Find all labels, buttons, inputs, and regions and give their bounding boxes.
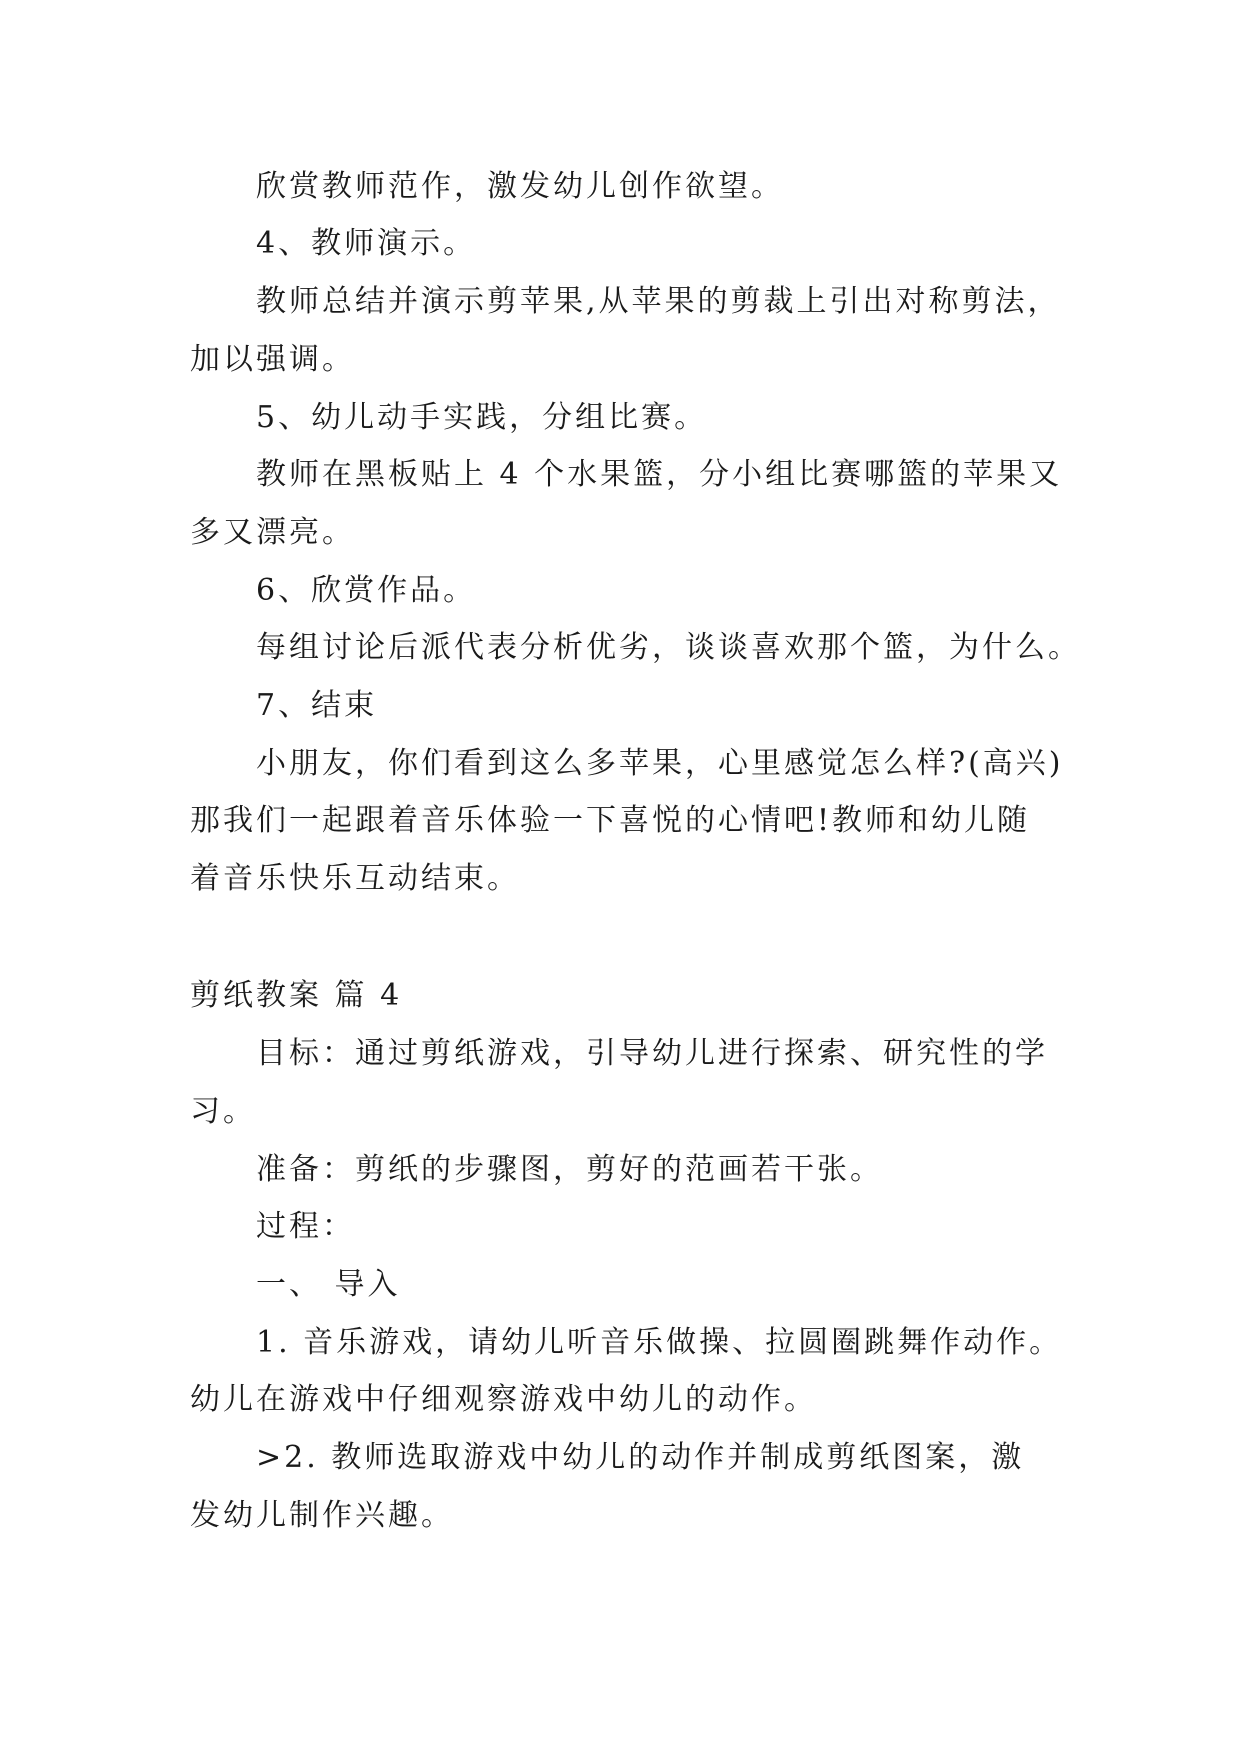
paragraph-line: 教师总结并演示剪苹果,从苹果的剪裁上引出对称剪法， xyxy=(256,284,1061,319)
step-heading: 5、幼儿动手实践，分组比赛。 xyxy=(256,400,708,435)
step-heading: 4、教师演示。 xyxy=(256,226,477,261)
paragraph-line: 发幼儿制作兴趣。 xyxy=(190,1498,454,1533)
step-heading: 7、结束 xyxy=(256,688,378,723)
paragraph-line: 那我们一起跟着音乐体验一下喜悦的心情吧!教师和幼儿随 xyxy=(190,803,1031,838)
paragraph-line: >2. 教师选取游戏中幼儿的动作并制成剪纸图案，激 xyxy=(256,1440,1025,1475)
section-title: 剪纸教案 篇 4 xyxy=(190,978,403,1013)
paragraph-line: 教师在黑板贴上 4 个水果篮，分小组比赛哪篮的苹果又 xyxy=(256,457,1063,492)
paragraph-line: 小朋友，你们看到这么多苹果，心里感觉怎么样?(高兴) xyxy=(256,746,1064,781)
paragraph-line: 过程： xyxy=(256,1209,355,1244)
step-heading: 6、欣赏作品。 xyxy=(256,573,477,608)
paragraph-line: 准备：剪纸的步骤图，剪好的范画若干张。 xyxy=(256,1152,883,1187)
paragraph-line: 每组讨论后派代表分析优劣，谈谈喜欢那个篮，为什么。 xyxy=(256,630,1081,665)
paragraph-line: 幼儿在游戏中仔细观察游戏中幼儿的动作。 xyxy=(190,1382,817,1417)
paragraph-line: 1. 音乐游戏，请幼儿听音乐做操、拉圆圈跳舞作动作。 xyxy=(256,1325,1063,1360)
paragraph-line: 习。 xyxy=(190,1094,256,1129)
paragraph-line: 加以强调。 xyxy=(190,342,355,377)
paragraph-line: 目标：通过剪纸游戏，引导幼儿进行探索、研究性的学 xyxy=(256,1036,1048,1071)
paragraph-line: 着音乐快乐互动结束。 xyxy=(190,861,520,896)
subsection-heading: 一、 导入 xyxy=(256,1267,401,1302)
paragraph-line: 多又漂亮。 xyxy=(190,515,355,550)
paragraph-line: 欣赏教师范作，激发幼儿创作欲望。 xyxy=(256,169,784,204)
